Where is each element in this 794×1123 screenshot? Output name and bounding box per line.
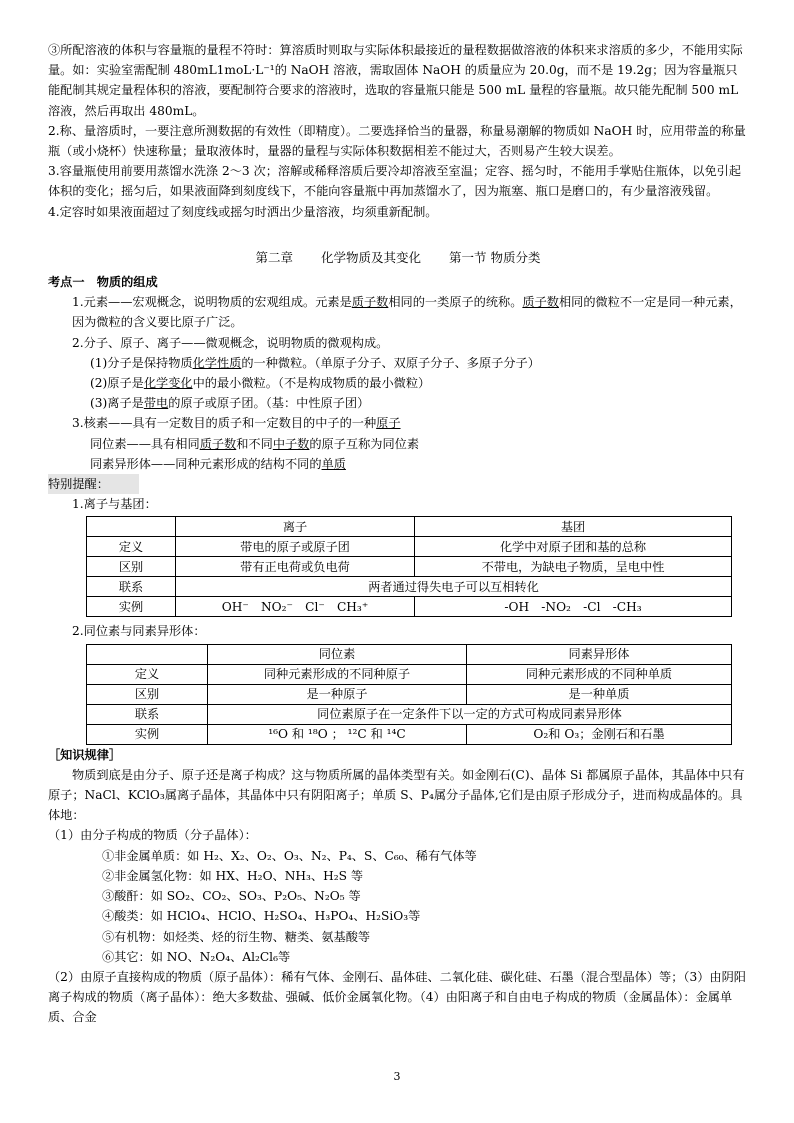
table-row: 区别 是一种原子 是一种单质 — [87, 684, 732, 704]
page-number: 3 — [393, 1070, 401, 1083]
kaodian-title: 考点一 物质的组成 — [48, 275, 158, 290]
chapter-name: 化学物质及其变化 — [321, 249, 422, 265]
ion-group-table — [86, 516, 732, 617]
chapter-number: 第二章 — [255, 249, 294, 265]
table-row: 联系 同位素原子在一定条件下以一定的方式可构成同素异形体 — [87, 704, 732, 724]
rule-title: ［知识规律］ — [48, 747, 122, 762]
paragraph-weighing: 2.称、量溶质时，一要注意所测数据的有效性（即精度）。二要选择恰当的量器，称量易潮解的物质如 NaOH 时，应用带盖的称量瓶（或小烧杯）快速称量；量取液体时，量器的量程与实际体积数据相差不能过大，否则易产生较大误差。 — [48, 123, 746, 159]
paragraph-volume-mismatch: ③所配溶液的体积与容量瓶的量程不符时：算溶质时则取与实际体积最接近的量程数据做溶液的体积来求溶质的多少，不能用实际量。如：实验室需配制 480mL1moL·L⁻¹的 NaOH 溶液，需取固体 NaOH 的质量应为 20.0g，而不是 19.2g；因为容量瓶只能配制其规定量程体积的溶液，要配制符合要求的溶液时，选取的容量瓶只能是 500 mL 量程的容量瓶。故只能先配制 500 mL 溶液，然后再取出 480mL。 — [48, 43, 743, 118]
concept-element: 1.元素——宏观概念，说明物质的宏观组成。元素是质子数相同的一类原子的统称。质子数相同的微粒不一定是同一种元素，因为微粒的含义要比原子广泛。 — [72, 295, 742, 330]
list-item: ⑤有机物：如烃类、烃的衍生物、糖类、氨基酸等 — [102, 929, 371, 944]
list-item: ③酸酐：如 SO₂、CO₂、SO₃、P₂O₅、N₂O₅ 等 — [102, 889, 361, 904]
table1-title: 1.离子与基团： — [72, 497, 157, 512]
concept-molecule: (1)分子是保持物质化学性质的一种微粒。（单原子分子、双原子分子、多原子分子） — [90, 355, 540, 370]
list-item: ⑥其它：如 NO、N₂O₄、Al₂Cl₆等 — [102, 949, 291, 964]
table-row: 定义 带电的原子或原子团 化学中对原子团和基的总称 — [87, 537, 732, 557]
table-row: 区别 带有正电荷或负电荷 不带电，为缺电子物质，呈电中性 — [87, 557, 732, 577]
table2-title: 2.同位素与同素异形体： — [72, 624, 206, 639]
isotope-allotrope-table — [86, 644, 732, 745]
table-row: 实例 OH⁻ NO₂⁻ Cl⁻ CH₃⁺ -OH -NO₂ -Cl -CH₃ — [87, 597, 732, 617]
paragraph-redo: 4.定容时如果液面超过了刻度线或摇匀时洒出少量溶液，均须重新配制。 — [48, 204, 438, 219]
concept-allotrope: 同素异形体——同种元素形成的结构不同的单质 — [90, 456, 346, 471]
concept-particles: 2.分子、原子、离子——微观概念，说明物质的微观构成。 — [72, 335, 389, 350]
list-item: ②非金属氢化物：如 HX、H₂O、NH₃、H₂S 等 — [102, 868, 364, 883]
list-item: ④酸类：如 HClO₄、HClO、H₂SO₄、H₃PO₄、H₂SiO₃等 — [102, 909, 421, 924]
concept-nuclide: 3.核素——具有一定数目的质子和一定数目的中子的一种原子 — [72, 416, 401, 431]
concept-ion: (3)离子是带电的原子或原子团。（基：中性原子团） — [90, 396, 370, 411]
table-row: 离子 基团 — [87, 517, 732, 537]
concept-isotope: 同位素——具有相同质子数和不同中子数的原子互称为同位素 — [90, 436, 420, 451]
table-row: 同位素 同素异形体 — [87, 644, 732, 664]
list-item: ①非金属单质：如 H₂、X₂、O₂、O₃、N₂、P₄、S、C₆₀、稀有气体等 — [102, 848, 477, 863]
concept-atom: (2)原子是化学变化中的最小微粒。（不是构成物质的最小微粒） — [90, 376, 431, 391]
section-name: 第一节 物质分类 — [449, 249, 541, 265]
table-row: 联系 两者通过得失电子可以互相转化 — [87, 577, 732, 597]
chapter-heading — [48, 248, 748, 268]
rule-intro: 物质到底是由分子、原子还是离子构成？这与物质所属的晶体类型有关。如金刚石(C)、晶体 Si 都属原子晶体，其晶体中只有原子；NaCl、KClO₃属离子晶体，其晶体中只有阴阳离子；单质 S、P₄属分子晶体,它们是由原子形成分子，进而构成晶体的。具体地： — [48, 767, 745, 823]
special-note-label: 特别提醒： — [48, 474, 748, 494]
table-row: 实例 ¹⁶O 和 ¹⁸O ； ¹²C 和 ¹⁴C O₂和 O₃；金刚石和石墨 — [87, 724, 732, 744]
paragraph-flask-use: 3.容量瓶使用前要用蒸馏水洗涤 2～3 次；溶解或稀释溶质后要冷却溶液至室温；定容、摇匀时，不能用手掌贴住瓶体，以免引起体积的变化；摇匀后，如果液面降到刻度线下，不能向容量瓶中再加蒸馏水了，因为瓶塞、瓶口是磨口的，有少量溶液残留。 — [48, 164, 742, 199]
molecular-title: （1）由分子构成的物质（分子晶体）： — [48, 828, 257, 843]
rule-tail: （2）由原子直接构成的物质（原子晶体）：稀有气体、金刚石、晶体硅、二氧化硅、碳化硅、石墨（混合型晶体）等；（3）由阴阳离子构成的物质（离子晶体）：绝大多数盐、强碱、低价金属氧化物。（4）由阳离子和自由电子构成的物质（金属晶体）：金属单质、合金 — [48, 969, 746, 1025]
table-row: 定义 同种元素形成的不同种原子 同种元素形成的不同种单质 — [87, 664, 732, 684]
document-page — [48, 40, 748, 1028]
